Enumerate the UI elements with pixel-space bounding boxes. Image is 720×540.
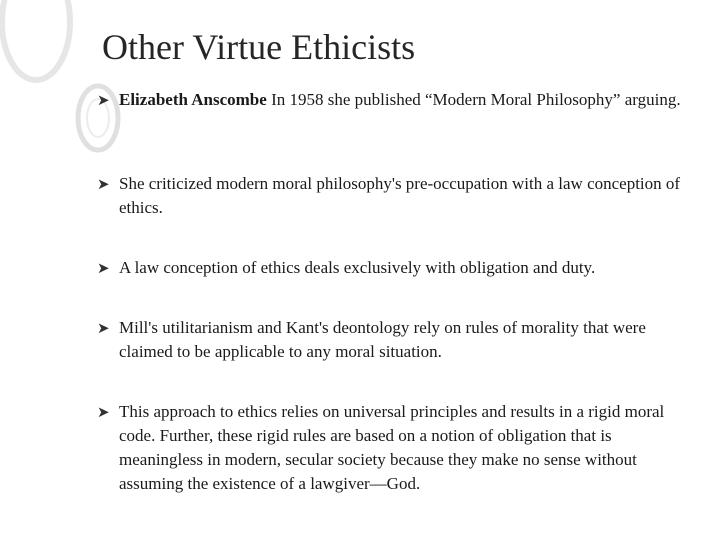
bullet-body: In 1958 she published “Modern Moral Philosophy” arguing.	[266, 90, 681, 109]
bullet-body: Mill's utilitarianism and Kant's deontology rely on rules of morality that were claimed to be applicable to any moral situation.	[119, 318, 646, 361]
bullet-item	[97, 256, 687, 280]
bullet-lead-name: Elizabeth Anscombe	[119, 90, 267, 109]
bullet-body: She criticized modern moral philosophy's pre-occupation with a law conception of ethics.	[119, 174, 681, 217]
slide-title: Other Virtue Ethicists	[102, 27, 416, 67]
bullet-text	[119, 88, 687, 112]
bullet-body: This approach to ethics relies on universal principles and results in a rigid moral code. Further, these rigid rules are based on a notion of obligation that is meaningless in modern, secular society because they make no sense without assuming the existence of a lawgiver—God.	[119, 402, 665, 493]
bullet-arrow-icon: ➤	[97, 175, 110, 193]
bullet-item	[97, 88, 687, 112]
bullet-body: A law conception of ethics deals exclusively with obligation and duty.	[119, 258, 596, 277]
bullet-arrow-icon: ➤	[97, 259, 110, 277]
bullet-arrow-icon: ➤	[97, 91, 110, 109]
bullet-item	[97, 400, 687, 496]
bullet-arrow-icon: ➤	[97, 319, 110, 337]
bullet-item	[97, 172, 687, 220]
bullet-arrow-icon: ➤	[97, 403, 110, 421]
bullet-item	[97, 316, 687, 364]
